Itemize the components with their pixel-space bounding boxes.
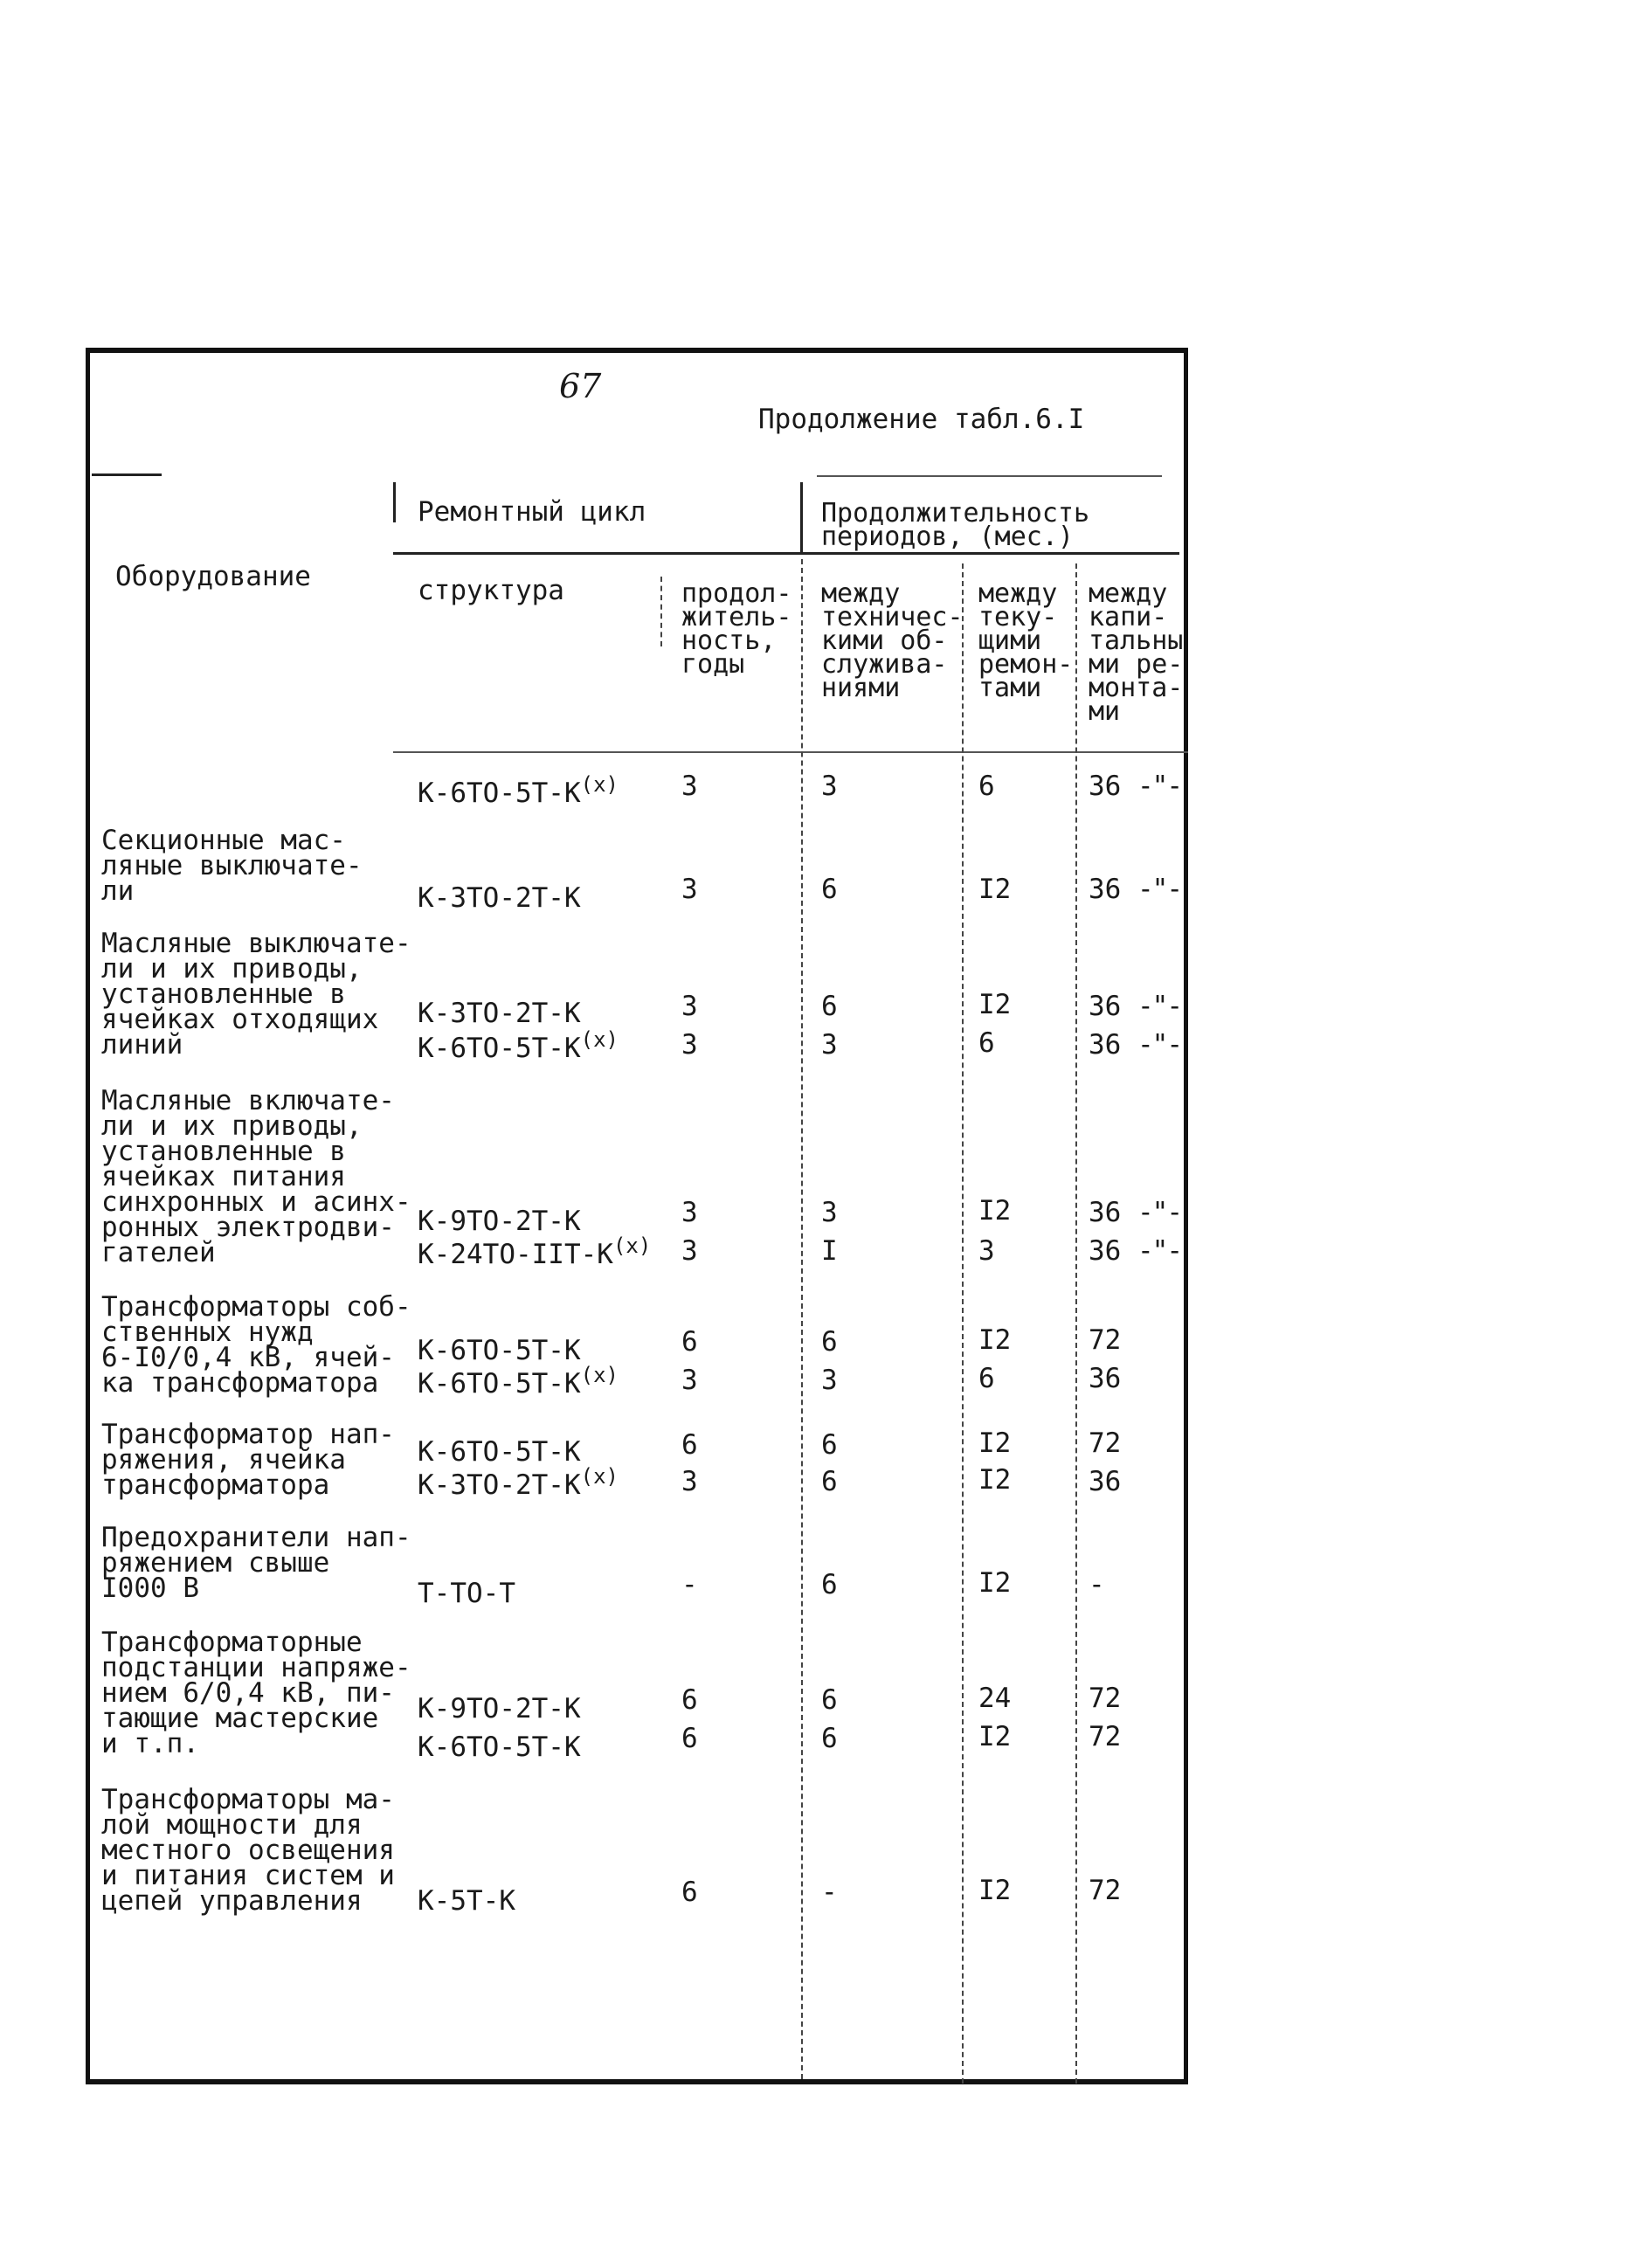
cell-capital: 36 -"-: [1089, 1197, 1181, 1228]
cell-years: 3: [681, 1235, 698, 1267]
header-periods: Продолжительность периодов, (мес.): [821, 498, 1090, 552]
col-sep-structure-top: [393, 482, 396, 522]
cell-tech: 6: [821, 1569, 838, 1600]
cell-current: 3: [978, 1235, 995, 1267]
col-sep-capital: [1075, 563, 1077, 2084]
cell-years: 3: [681, 874, 698, 905]
cell-tech: 6: [821, 1684, 838, 1716]
header-between-capital: между капи- тальны ми ре- монта- ми: [1089, 578, 1184, 727]
header-rule-bottom: [393, 751, 1188, 753]
equipment-name: Трансформаторы соб- ственных нужд 6-I0/0,4 кВ, ячей- ка трансформатора: [101, 1291, 411, 1399]
header-structure: структура: [418, 575, 564, 606]
cell-tech: 6: [821, 1326, 838, 1358]
cell-years: 6: [681, 1684, 698, 1716]
cell-tech: 6: [821, 1723, 838, 1754]
cell-capital: 72: [1089, 1427, 1122, 1459]
cell-capital: 36 -"-: [1089, 1235, 1181, 1267]
cell-tech: 6: [821, 1429, 838, 1461]
header-rule-left: [92, 473, 162, 476]
col-sep-years: [660, 577, 662, 646]
equipment-name: Масляные включате- ли и их приводы, установленные в ячейках питания синхронных и асинх- ронных электродви- гателей: [101, 1085, 411, 1268]
table-row: $К-6ТО-5Т-К^{(x)}$: [418, 772, 619, 809]
cell-capital: 36 -"-: [1089, 991, 1181, 1022]
cell-capital: 36 -"-: [1089, 1029, 1181, 1061]
header-equipment: Оборудование: [115, 561, 311, 592]
cell-tech: 3: [821, 1197, 838, 1228]
equipment-name: Секционные мас- ляные выключате- ли: [101, 825, 363, 907]
table-row: К-6ТО-5Т-К: [418, 1335, 581, 1366]
cell-current: I2: [978, 1195, 1012, 1227]
cell-years: 3: [681, 1029, 698, 1061]
equipment-name: Масляные выключате- ли и их приводы, установленные в ячейках отходящих линий: [101, 928, 411, 1061]
table-row: $К-3ТО-2Т-К^{(x)}$: [418, 1464, 619, 1501]
table-row: К-5Т-К: [418, 1885, 515, 1917]
table-row: К-6ТО-5Т-К: [418, 1731, 581, 1763]
equipment-name: Трансформаторы ма- лой мощности для местного освещения и питания систем и цепей управления: [101, 1784, 395, 1917]
cell-tech: 6: [821, 874, 838, 905]
table-row: $К-6ТО-5Т-К^{(x)}$: [418, 1027, 619, 1064]
cell-capital: 72: [1089, 1721, 1122, 1752]
cell-tech: 6: [821, 991, 838, 1022]
cell-years: 3: [681, 991, 698, 1022]
cell-years: 6: [681, 1876, 698, 1908]
equipment-name: Трансформатор нап- ряжения, ячейка трансформатора: [101, 1419, 395, 1501]
cell-current: 6: [978, 1363, 995, 1394]
cell-years: 3: [681, 1365, 698, 1396]
equipment-name: Предохранители нап- ряжением свыше I000 В: [101, 1522, 411, 1604]
cell-current: 24: [978, 1683, 1012, 1714]
continuation-title: Продолжение табл.6.I: [758, 404, 1085, 435]
table-row: К-3ТО-2Т-К: [418, 882, 581, 914]
cell-years: 3: [681, 1197, 698, 1228]
cell-capital: -: [1089, 1569, 1105, 1600]
cell-capital: 36 -"-: [1089, 874, 1181, 905]
cell-capital: 72: [1089, 1324, 1122, 1356]
cell-current: I2: [978, 1324, 1012, 1356]
page-number: 67: [559, 367, 602, 405]
cell-current: I2: [978, 989, 1012, 1020]
table-row: К-6ТО-5Т-К: [418, 1436, 581, 1468]
cell-years: 3: [681, 771, 698, 802]
header-rule-right: [817, 475, 1162, 477]
cell-current: I2: [978, 1427, 1012, 1459]
header-between-current: между теку- щими ремон- тами: [978, 578, 1074, 703]
table-row: $К-24ТО-IIТ-К^{(x)}$: [418, 1234, 652, 1270]
table-row: $К-6ТО-5Т-К^{(x)}$: [418, 1363, 619, 1400]
cell-tech: 3: [821, 1029, 838, 1061]
col-sep-tech: [801, 559, 803, 2079]
cell-capital: 72: [1089, 1875, 1122, 1906]
cell-current: I2: [978, 874, 1012, 905]
cell-tech: I: [821, 1235, 838, 1267]
cell-current: I2: [978, 1567, 1012, 1599]
cell-years: 6: [681, 1326, 698, 1358]
cell-current: I2: [978, 1875, 1012, 1906]
header-duration-years: продол- житель- ность, годы: [681, 578, 792, 680]
cell-capital: 36: [1089, 1363, 1122, 1394]
header-repair-cycle: Ремонтный цикл: [418, 496, 646, 528]
table-row: К-3ТО-2Т-К: [418, 998, 581, 1029]
cell-tech: 3: [821, 771, 838, 802]
cell-years: -: [681, 1569, 698, 1600]
cell-capital: 72: [1089, 1683, 1122, 1714]
cell-capital: 36: [1089, 1466, 1122, 1497]
cell-capital: 36 -"-: [1089, 771, 1181, 802]
header-between-maintenance: между техничес- кими об- служива- ниями: [821, 578, 964, 703]
cell-years: 3: [681, 1466, 698, 1497]
cell-years: 6: [681, 1723, 698, 1754]
table-row: К-9ТО-2Т-К: [418, 1693, 581, 1724]
cell-years: 6: [681, 1429, 698, 1461]
cell-tech: -: [821, 1876, 838, 1908]
col-sep-periods-top: [800, 482, 803, 554]
cell-current: I2: [978, 1464, 1012, 1496]
equipment-name: Трансформаторные подстанции напряже- нием 6/0,4 кВ, пи- тающие мастерские и т.п.: [101, 1627, 411, 1759]
cell-tech: 3: [821, 1365, 838, 1396]
table-row: Т-ТО-Т: [418, 1578, 515, 1609]
cell-tech: 6: [821, 1466, 838, 1497]
header-rule-mid: [393, 552, 1179, 555]
cell-current: 6: [978, 771, 995, 802]
table-row: К-9ТО-2Т-К: [418, 1206, 581, 1237]
cell-current: I2: [978, 1721, 1012, 1752]
col-sep-current: [962, 563, 964, 2084]
cell-current: 6: [978, 1027, 995, 1059]
